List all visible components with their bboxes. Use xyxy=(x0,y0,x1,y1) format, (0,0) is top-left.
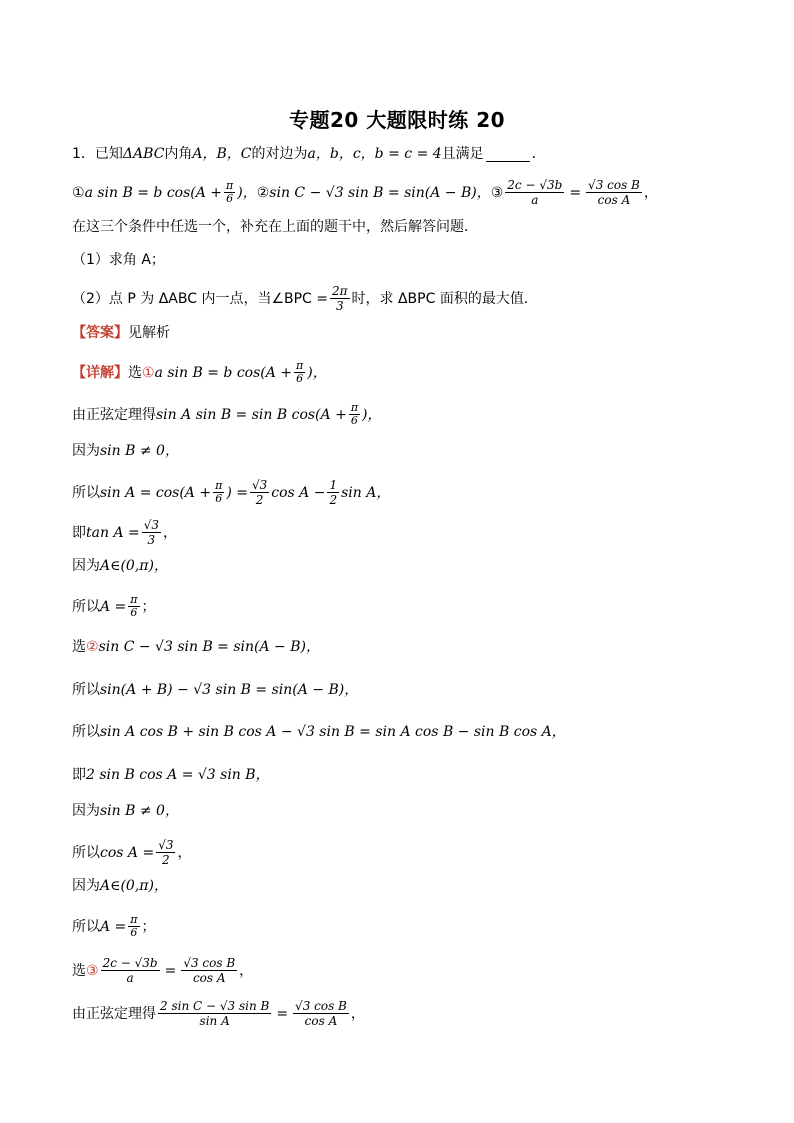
detail-prefix: 即 xyxy=(72,767,86,783)
detail-line-11 xyxy=(72,765,734,785)
detail-line-16 xyxy=(72,956,734,985)
choose-text: 选 xyxy=(72,962,86,979)
detail-line-9 xyxy=(72,680,734,700)
comma: ， xyxy=(177,844,192,861)
detail-16-left-fraction xyxy=(101,956,160,985)
frac-den: 6 xyxy=(130,606,138,619)
detail-expr-11: 2 sin B cos A = √3 sin B， xyxy=(86,767,270,783)
detail-prefix: 所以 xyxy=(72,598,100,615)
condition-1-end: )， xyxy=(237,184,257,201)
detail-prefix: 因为 xyxy=(72,878,100,894)
detail-circ-2: ② xyxy=(86,639,99,655)
detail-expr-1: a sin B = b cos(A + xyxy=(154,364,293,381)
comma: ， xyxy=(163,524,178,541)
frac-num: π xyxy=(296,359,304,372)
problem-stem xyxy=(72,144,734,164)
detail-line-13 xyxy=(72,838,734,867)
detail-line-1 xyxy=(72,360,734,385)
detail-expr-6: A∈(0,π)， xyxy=(100,558,168,574)
frac-den: 3 xyxy=(335,299,344,313)
frac-den: cos A xyxy=(192,971,226,985)
frac-num: 1 xyxy=(329,478,338,492)
equals-sign: = xyxy=(276,1005,289,1022)
detail-circ-1: ① xyxy=(142,364,155,381)
detail-expr-10: sin A cos B + sin B cos A − √3 sin B = sin A cos B − sin B cos A， xyxy=(100,724,566,740)
detail-line-2 xyxy=(72,402,734,427)
condition-2-expr: sin C − √3 sin B = sin(A − B)， xyxy=(269,184,491,201)
frac-den: 2 xyxy=(162,853,170,867)
answer-text: 见解析 xyxy=(128,325,170,341)
condition-1-expr: a sin B = b cos(A + xyxy=(84,184,223,201)
fraction-sqrt3-over-2 xyxy=(250,478,269,507)
frac-den: 6 xyxy=(215,492,223,505)
detail-expr-2-end: )， xyxy=(362,406,382,423)
frac-num: √3 xyxy=(158,838,174,852)
frac-den: 2 xyxy=(255,493,264,507)
instruction-text: 在这三个条件中任选一个，补充在上面的题干中，然后解答问题． xyxy=(72,219,478,235)
frac-num: √3 xyxy=(251,478,268,492)
frac-num: 2c − √3b xyxy=(507,178,563,192)
detail-line-3 xyxy=(72,441,734,461)
equals-sign: = xyxy=(164,962,177,979)
detail-prefix: 所以 xyxy=(72,484,100,501)
fraction-2pi-over-3 xyxy=(330,284,350,313)
frac-num: π xyxy=(130,913,138,926)
detail-line-8 xyxy=(72,637,734,657)
stem-text-3: 的对边为 xyxy=(251,146,308,162)
detail-17-left-fraction xyxy=(158,999,271,1028)
frac-num: 2 sin C − √3 sin B xyxy=(160,999,270,1013)
detail-line-5 xyxy=(72,518,734,547)
detail-prefix: 由正弦定理得 xyxy=(72,1005,156,1022)
question-1 xyxy=(72,250,734,270)
detail-expr-3: sin B ≠ 0， xyxy=(100,443,179,459)
detail-line-14 xyxy=(72,876,734,896)
frac-den: 3 xyxy=(147,533,156,547)
semicolon: ； xyxy=(141,598,156,615)
detail-expr-13: cos A = xyxy=(100,844,155,861)
frac-den: 6 xyxy=(226,192,234,205)
stem-text-2: 内角 xyxy=(164,146,193,162)
frac-num: √3 xyxy=(143,518,160,532)
fraction-pi-over-6 xyxy=(224,180,235,205)
choose-text: 选 xyxy=(72,639,86,655)
frac-den: 6 xyxy=(296,372,304,385)
detail-prefix: 所以 xyxy=(72,682,100,698)
comma: ， xyxy=(239,962,254,979)
question-2-text-b: 时，求 ΔBPC 面积的最大值． xyxy=(351,290,538,307)
detail-prefix: 所以 xyxy=(72,844,100,861)
semicolon: ； xyxy=(141,918,156,935)
detail-prefix: 所以 xyxy=(72,724,100,740)
detail-prefix: 由正弦定理得 xyxy=(72,406,156,423)
fraction-pi-over-6 xyxy=(294,360,305,385)
detail-line-6 xyxy=(72,556,734,576)
detail-expr-15: A = xyxy=(100,918,127,935)
detail-circ-3: ③ xyxy=(86,962,99,979)
stem-triangle: ΔABC xyxy=(122,146,165,162)
detail-expr-4c: cos A − xyxy=(271,484,326,501)
fraction-sqrt3-over-2 xyxy=(156,838,175,867)
detail-label: 【详解】 xyxy=(72,364,128,381)
frac-den: 6 xyxy=(350,414,358,427)
stem-text-1: 1．已知 xyxy=(72,146,123,162)
detail-prefix: 因为 xyxy=(72,443,100,459)
detail-prefix: 因为 xyxy=(72,558,100,574)
frac-den: sin A xyxy=(199,1014,230,1028)
conditions-line xyxy=(72,178,734,207)
detail-17-right-fraction xyxy=(293,999,349,1028)
fraction-pi-over-6 xyxy=(128,594,139,619)
detail-expr-4b: ) = xyxy=(226,484,248,501)
page-title: 专题20 大题限时练 20 xyxy=(288,108,506,132)
detail-line-10 xyxy=(72,722,734,742)
question-1-text: （1）求角 A； xyxy=(72,252,165,268)
fill-in-blank xyxy=(486,147,530,162)
detail-line-7 xyxy=(72,594,734,619)
frac-num: √3 cos B xyxy=(295,999,347,1013)
frac-den: 6 xyxy=(130,926,138,939)
detail-prefix: 即 xyxy=(72,524,86,541)
frac-num: π xyxy=(226,179,234,192)
fraction-1-over-2 xyxy=(327,478,339,507)
question-2-text-a: （2）点 P 为 ΔABC 内一点，当∠BPC = xyxy=(72,290,328,307)
frac-num: √3 cos B xyxy=(183,956,236,970)
detail-expr-4d: sin A， xyxy=(341,484,391,501)
answer-label: 【答案】 xyxy=(72,325,128,341)
frac-den: 2 xyxy=(329,493,338,507)
frac-den: a xyxy=(531,193,539,207)
question-2 xyxy=(72,284,734,313)
fraction-sqrt3-over-3 xyxy=(142,518,161,547)
detail-line-17 xyxy=(72,999,734,1028)
detail-expr-7: A = xyxy=(100,598,127,615)
frac-num: π xyxy=(215,479,223,492)
condition-3-mark: ③ xyxy=(490,184,504,201)
stem-text-4: 且满足 xyxy=(441,146,484,162)
equals-sign: = xyxy=(569,184,582,201)
detail-expr-9: sin(A + B) − √3 sin B = sin(A − B)， xyxy=(100,682,359,698)
detail-expr-5: tan A = xyxy=(86,524,140,541)
detail-line-15 xyxy=(72,914,734,939)
comma: ， xyxy=(643,184,658,201)
detail-16-right-fraction xyxy=(181,956,237,985)
fraction-pi-over-6 xyxy=(349,402,360,427)
detail-expr-8: sin C − √3 sin B = sin(A − B)， xyxy=(98,639,320,655)
frac-den: cos A xyxy=(597,193,631,207)
detail-expr-12: sin B ≠ 0， xyxy=(100,803,179,819)
condition-1-mark: ① xyxy=(72,184,85,201)
frac-num: √3 cos B xyxy=(588,178,640,192)
frac-num: 2π xyxy=(332,284,348,298)
frac-den: a xyxy=(126,971,134,985)
frac-num: 2c − √3b xyxy=(102,956,158,970)
detail-expr-1-end: )， xyxy=(307,364,327,381)
instruction-line xyxy=(72,217,734,237)
condition-3-right-fraction xyxy=(586,178,642,207)
frac-num: π xyxy=(350,401,359,414)
detail-line-4 xyxy=(72,478,734,507)
detail-expr-2: sin A sin B = sin B cos(A + xyxy=(156,406,347,423)
detail-prefix: 所以 xyxy=(72,918,100,935)
fraction-pi-over-6 xyxy=(213,480,224,505)
detail-prefix: 因为 xyxy=(72,803,100,819)
stem-angles: A，B，C xyxy=(192,146,252,162)
stem-text-5: ． xyxy=(531,146,546,162)
comma: ， xyxy=(350,1005,365,1022)
condition-2-mark: ② xyxy=(256,184,270,201)
detail-expr-4a: sin A = cos(A + xyxy=(100,484,212,501)
stem-sides: a，b，c，b = c = 4 xyxy=(307,146,442,162)
fraction-pi-over-6 xyxy=(128,914,139,939)
frac-num: π xyxy=(130,593,138,606)
answer-line xyxy=(72,323,734,343)
choose-text: 选 xyxy=(128,364,142,381)
condition-3-left-fraction xyxy=(505,178,564,207)
frac-den: cos A xyxy=(304,1014,338,1028)
detail-line-12 xyxy=(72,801,734,821)
detail-expr-14: A∈(0,π)， xyxy=(100,878,168,894)
